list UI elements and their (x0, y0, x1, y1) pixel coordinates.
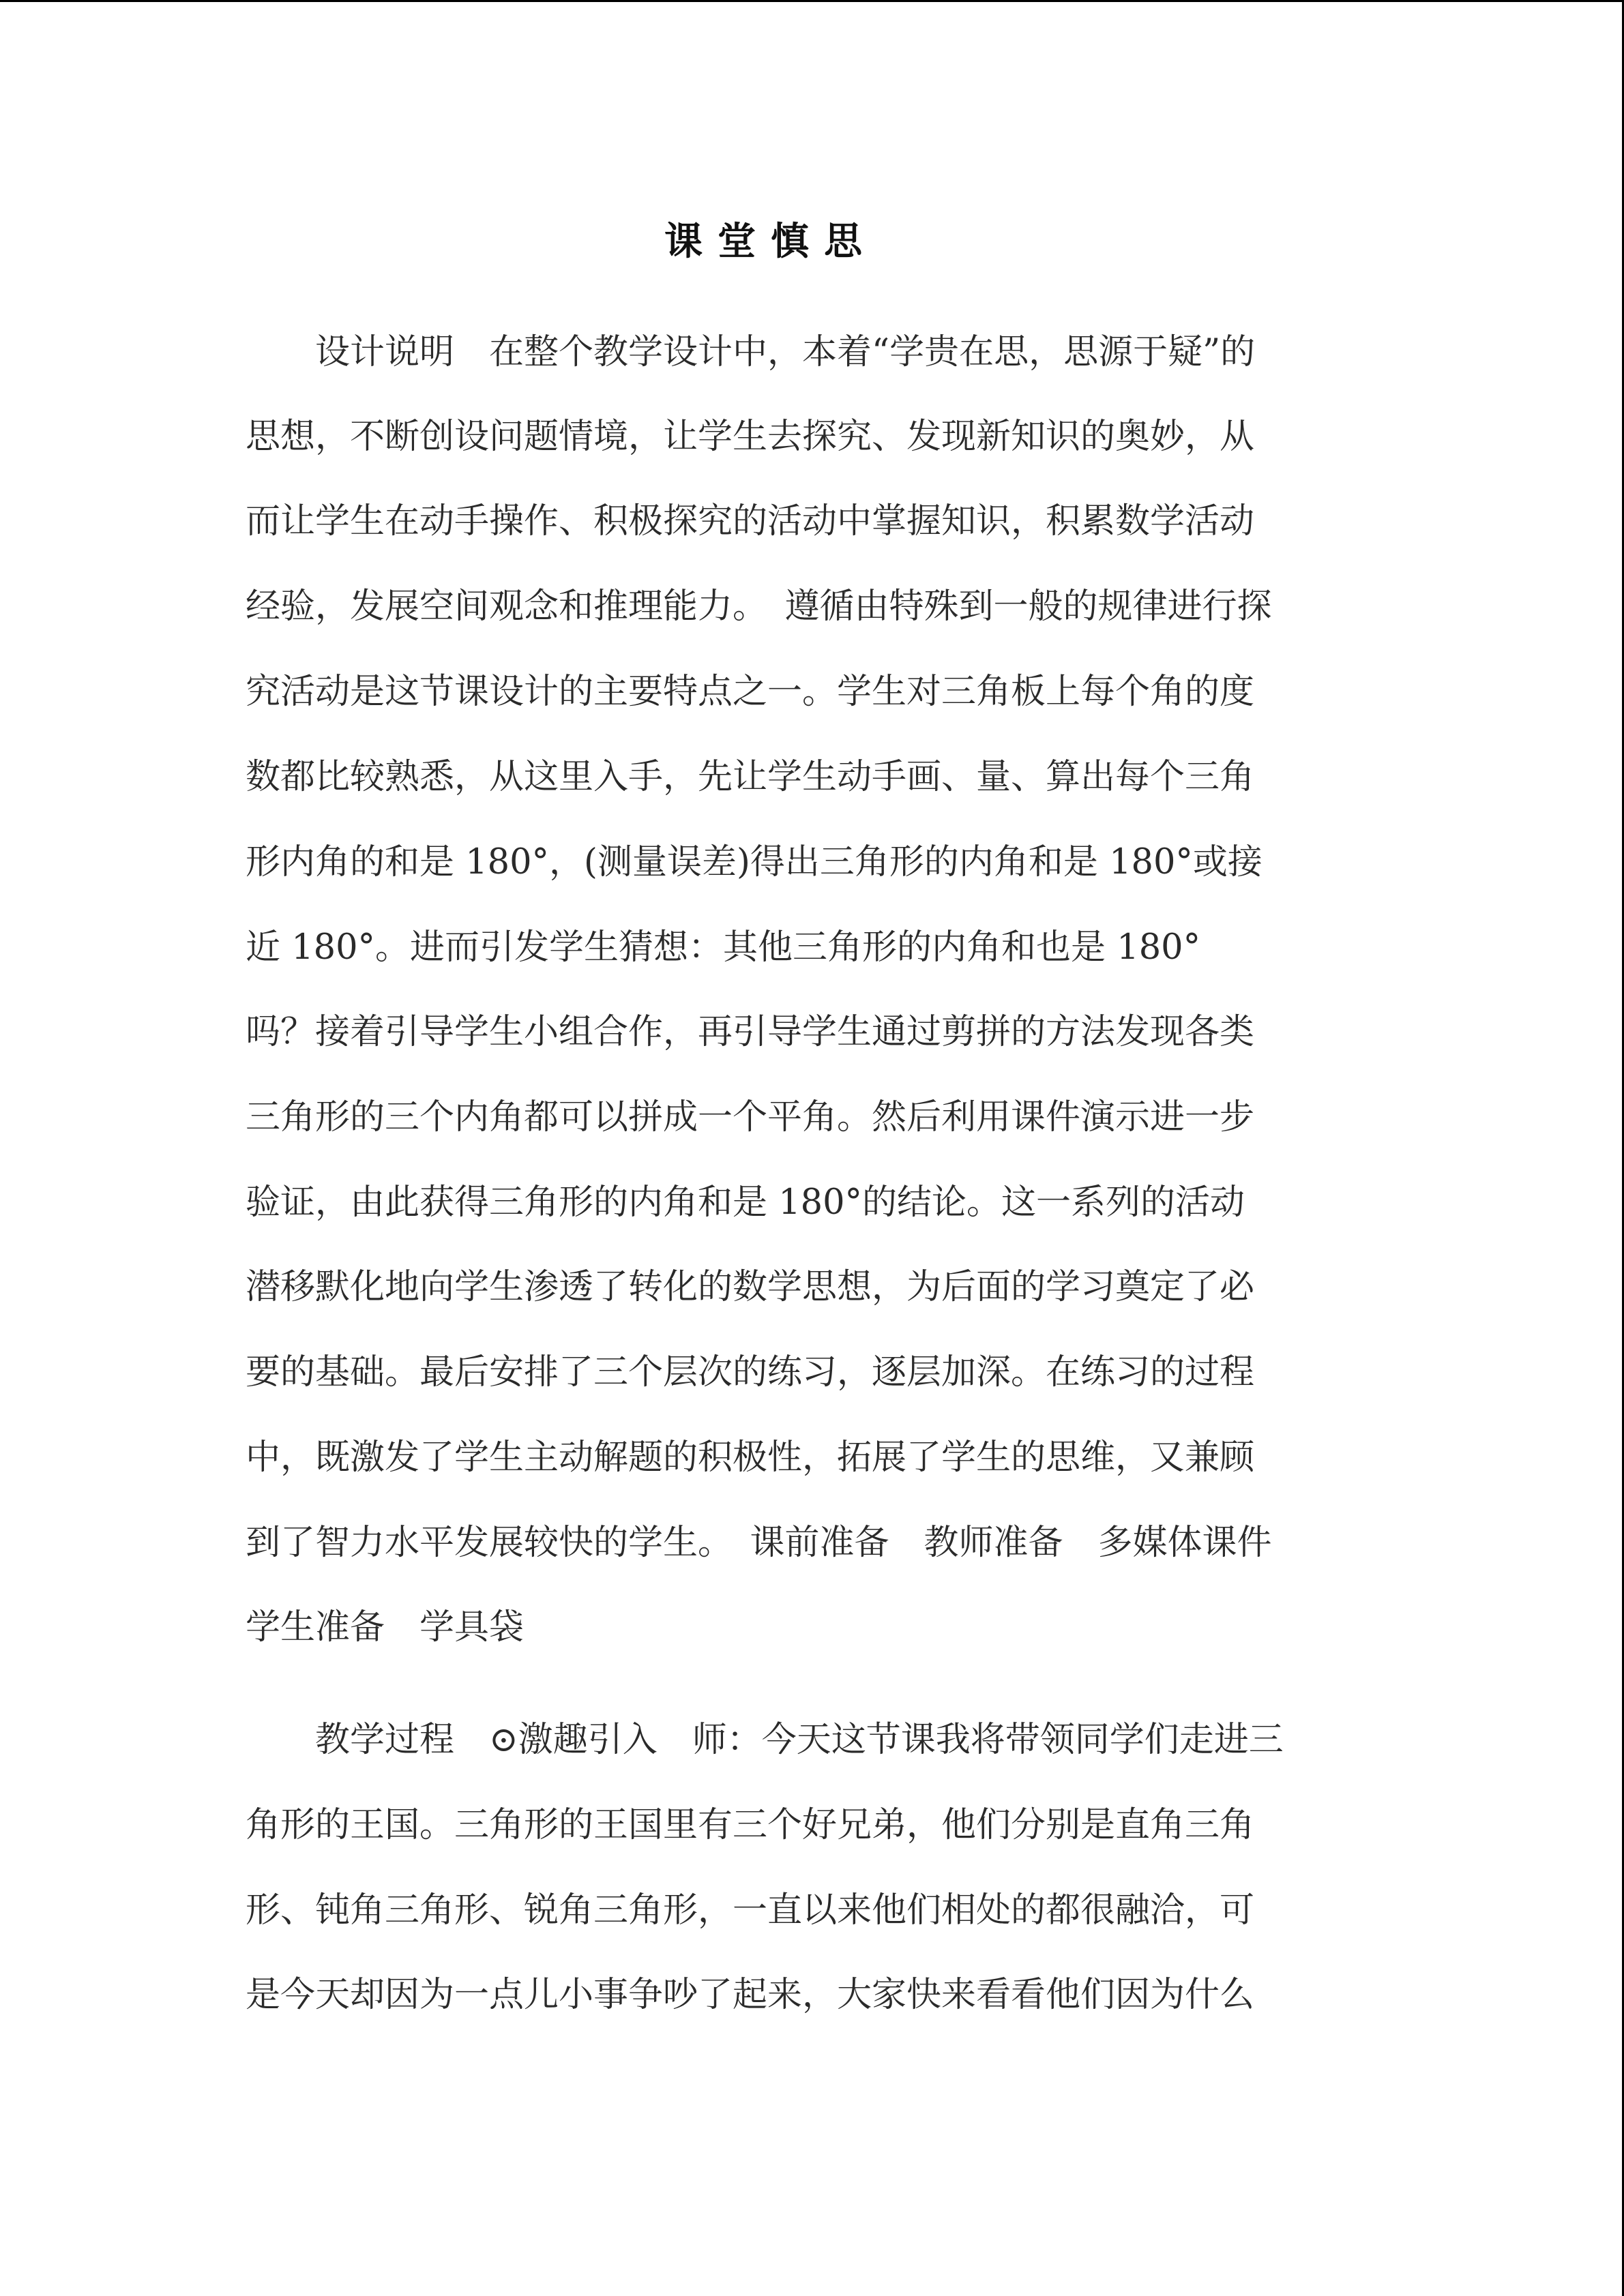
body-line: 到了智力水平发展较快的学生。 课前准备 教师准备 多媒体课件 (246, 1523, 1272, 1563)
body-line: 数都比较熟悉，从这里入手，先让学生动手画、量、算出每个三角 (246, 757, 1255, 797)
body-line: 是今天却因为一点儿小事争吵了起来，大家快来看看他们因为什么 (246, 1975, 1255, 2015)
body-line: 设计说明 在整个教学设计中，本着“学贵在思，思源于疑”的 (246, 332, 1256, 372)
body-line: 经验，发展空间观念和推理能力。 遵循由特殊到一般的规律进行探 (246, 586, 1272, 627)
body-line: 究活动是这节课设计的主要特点之一。学生对三角板上每个角的度 (246, 672, 1255, 712)
body-line: 吗？接着引导学生小组合作，再引导学生通过剪拼的方法发现各类 (246, 1012, 1255, 1052)
body-line: 形、钝角三角形、锐角三角形，一直以来他们相处的都很融洽，可 (246, 1890, 1255, 1930)
body-line: 要的基础。最后安排了三个层次的练习，逐层加深。在练习的过程 (246, 1352, 1255, 1392)
body-line: 验证，由此获得三角形的内角和是 180°的结论。这一系列的活动 (246, 1182, 1245, 1223)
body-line: 潜移默化地向学生渗透了转化的数学思想，为后面的学习奠定了必 (246, 1267, 1255, 1307)
document-title: 课堂慎思 (664, 220, 877, 264)
page-top-border (0, 0, 1624, 2)
body-line: 角形的王国。三角形的王国里有三个好兄弟，他们分别是直角三角 (246, 1805, 1255, 1845)
body-line: 学生准备 学具袋 (246, 1607, 525, 1648)
body-line: 近 180°。进而引发学生猜想：其他三角形的内角和也是 180° (246, 927, 1201, 968)
body-line: 而让学生在动手操作、积极探究的活动中掌握知识，积累数学活动 (246, 501, 1255, 541)
body-line: 三角形的三个内角都可以拼成一个平角。然后利用课件演示进一步 (246, 1097, 1255, 1137)
body-line: 形内角的和是 180°，(测量误差)得出三角形的内角和是 180°或接 (246, 842, 1263, 882)
body-line: 中，既激发了学生主动解题的积极性，拓展了学生的思维，又兼顾 (246, 1437, 1255, 1478)
body-line: 教学过程 ⊙激趣引入 师：今天这节课我将带领同学们走进三 (246, 1720, 1284, 1760)
body-line: 思想，不断创设问题情境，让学生去探究、发现新知识的奥妙，从 (246, 417, 1255, 457)
